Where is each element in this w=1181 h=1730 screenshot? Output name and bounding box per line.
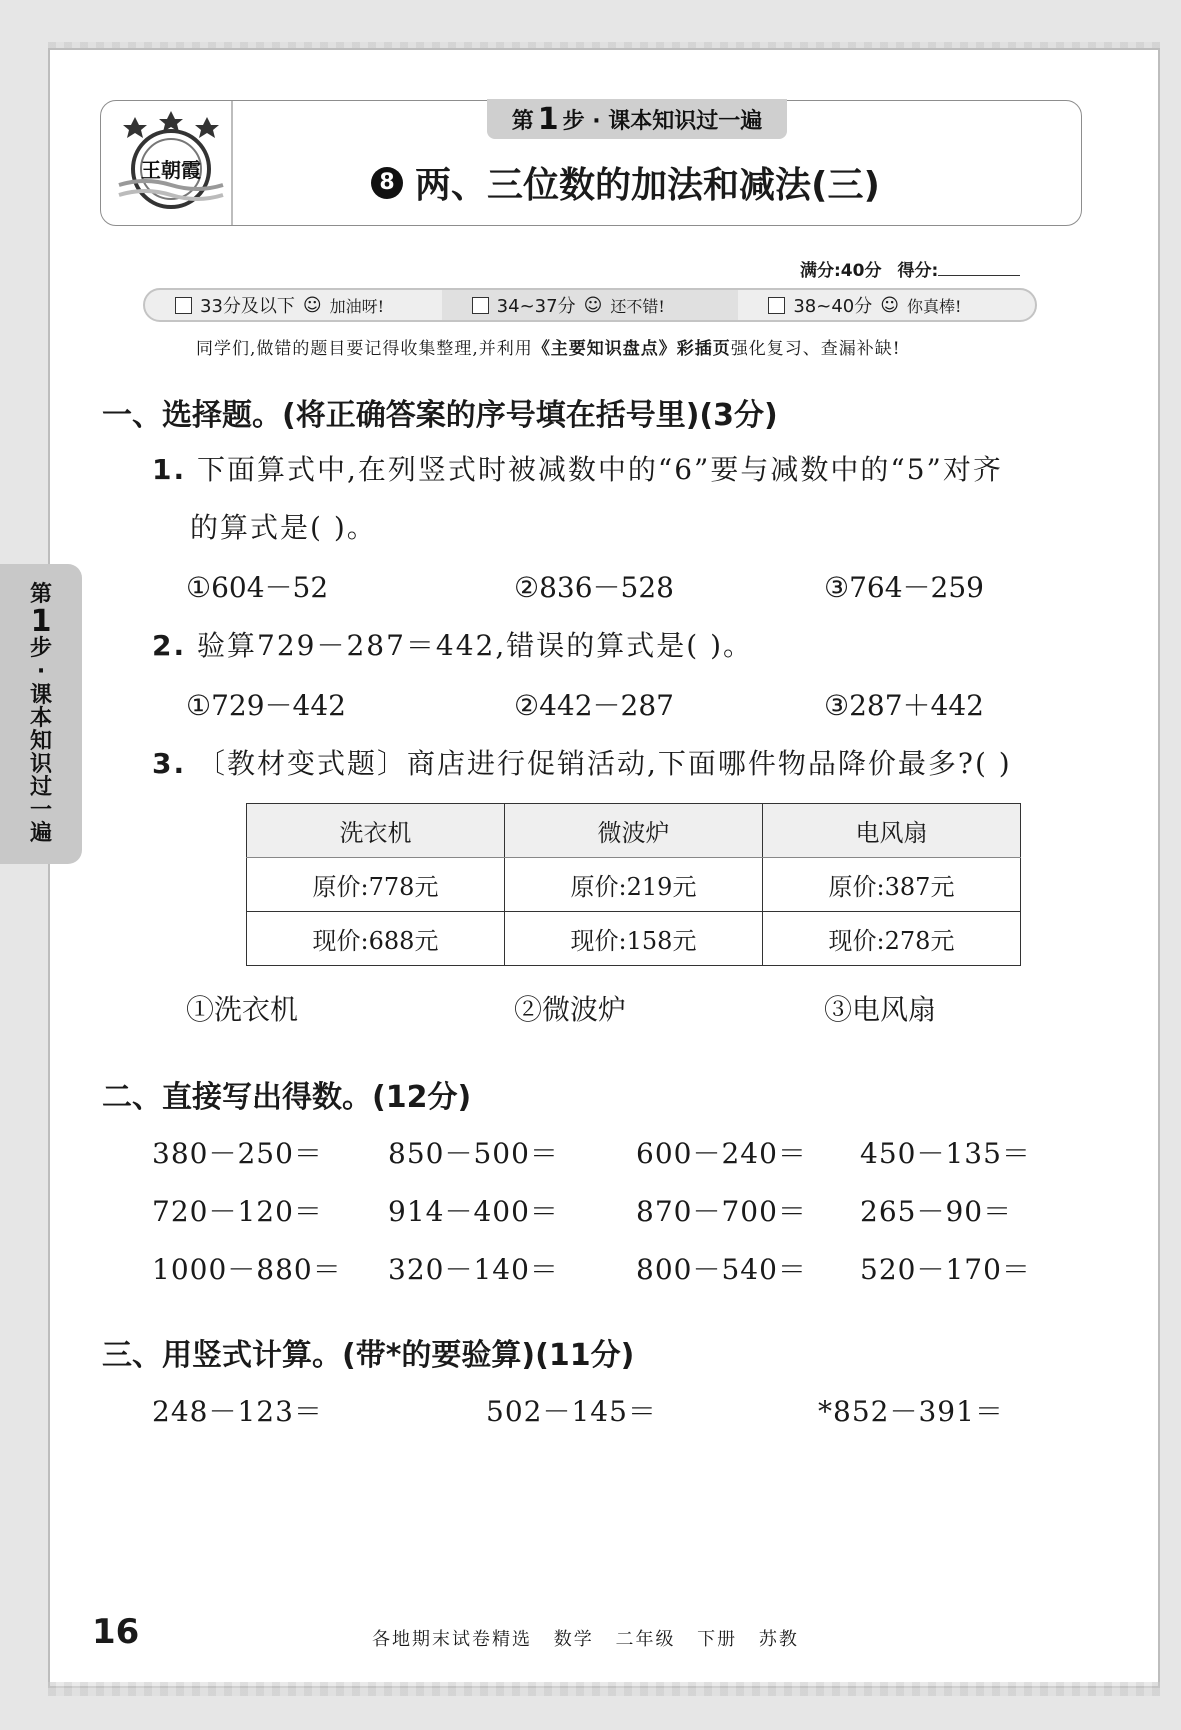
table-header: 洗衣机 [247,804,505,858]
lesson-title-text: 两、三位数的加法和减法(三) [415,165,880,206]
grade-bar [143,288,1037,322]
calc-item[interactable]: 265－90＝ [860,1195,1013,1228]
grade-segment-mid [442,290,739,320]
grade-range: 33分及以下 [200,296,295,317]
table-cell: 现价:278元 [763,912,1021,966]
grade-segment-low [145,290,442,320]
q2-option-1[interactable]: ①729－442 [186,689,346,722]
calc-item[interactable]: 600－240＝ [636,1137,807,1170]
vertical-calc-item[interactable]: 248－123＝ [152,1395,323,1428]
calc-item[interactable]: 800－540＝ [636,1253,807,1286]
grade-message: 加油呀! [329,296,385,316]
vertical-calc-item[interactable]: *852－391＝ [818,1395,1004,1428]
side-step-tab: 第 1 步 · 课 本 知 识 过 一 遍 [0,564,82,864]
grade-message: 你真棒! [907,296,962,316]
section-title-choice: 一、选择题。(将正确答案的序号填在括号里)(3分) [102,398,778,433]
step-banner [487,99,787,139]
table-cell: 现价:158元 [505,912,763,966]
question-1-cont: 的算式是( )。 [190,511,377,544]
note-highlight: 《主要知识盘点》彩插页 [532,339,731,359]
table-row [247,912,1021,966]
svg-text:王朝霞: 王朝霞 [141,158,201,182]
q3-option-2[interactable]: ②微波炉 [514,993,627,1026]
face-icon: ☺ [583,294,603,316]
table-cell: 原价:778元 [247,858,505,912]
table-cell: 原价:219元 [505,858,763,912]
face-icon: ☺ [302,294,322,316]
q2-option-3[interactable]: ③287＋442 [824,689,984,722]
score-blank[interactable] [938,275,1020,276]
step-number: 1 [537,101,559,137]
q1-option-2[interactable]: ②836－528 [514,571,674,604]
section-title-mental-math: 二、直接写出得数。(12分) [102,1080,472,1115]
bottom-wave-border [48,1682,1160,1696]
lesson-number-badge: 8 [371,167,403,199]
calc-item[interactable]: 870－700＝ [636,1195,807,1228]
table-header-row [247,804,1021,858]
lesson-title [371,157,880,208]
grade-checkbox[interactable] [768,297,785,314]
full-score-label: 满分:40分 [800,261,882,281]
grade-message: 还不错! [610,296,665,316]
grade-segment-high [738,290,1035,320]
score-line [800,256,1020,281]
study-note: 同学们,做错的题目要记得收集整理,并利用《主要知识盘点》彩插页强化复习、查漏补缺! [196,339,901,359]
table-cell: 现价:688元 [247,912,505,966]
logo-divider [231,101,233,225]
calc-item[interactable]: 850－500＝ [388,1137,559,1170]
q3-option-1[interactable]: ①洗衣机 [186,993,299,1026]
grade-checkbox[interactable] [175,297,192,314]
calc-item[interactable]: 914－400＝ [388,1195,559,1228]
table-cell: 原价:387元 [763,858,1021,912]
q1-option-3[interactable]: ③764－259 [824,571,984,604]
logo [115,107,227,219]
step-suffix: 步 · 课本知识过一遍 [562,108,763,134]
step-prefix: 第 [511,108,534,134]
grade-range: 34~37分 [496,296,576,317]
section-title-vertical: 三、用竖式计算。(带*的要验算)(11分) [102,1338,635,1373]
calc-item[interactable]: 450－135＝ [860,1137,1031,1170]
calc-item[interactable]: 720－120＝ [152,1195,323,1228]
grade-range: 38~40分 [793,296,873,317]
calc-item[interactable]: 380－250＝ [152,1137,323,1170]
question-1: 1. 下面算式中,在列竖式时被减数中的“6”要与减数中的“5”对齐 [152,453,1003,486]
table-header: 电风扇 [763,804,1021,858]
calc-item[interactable]: 320－140＝ [388,1253,559,1286]
page-number: 16 [92,1612,140,1652]
question-2: 2. 验算729－287＝442,错误的算式是( )。 [152,629,754,662]
logo-emblem-icon [115,107,227,219]
book-info: 各地期末试卷精选 数学 二年级 下册 苏教 [372,1629,799,1650]
q2-option-2[interactable]: ②442－287 [514,689,674,722]
table-header: 微波炉 [505,804,763,858]
vertical-calc-item[interactable]: 502－145＝ [486,1395,657,1428]
grade-checkbox[interactable] [472,297,489,314]
price-table [246,803,1021,966]
q3-option-3[interactable]: ③电风扇 [824,993,937,1026]
calc-item[interactable]: 520－170＝ [860,1253,1031,1286]
table-row [247,858,1021,912]
got-score-label: 得分: [897,256,1020,281]
q1-option-1[interactable]: ①604－52 [186,571,329,604]
calc-item[interactable]: 1000－880＝ [152,1253,342,1286]
face-icon: ☺ [880,294,899,316]
question-3: 3. 〔教材变式题〕商店进行促销活动,下面哪件物品降价最多?( ) [152,747,1012,780]
lesson-header [100,100,1082,226]
